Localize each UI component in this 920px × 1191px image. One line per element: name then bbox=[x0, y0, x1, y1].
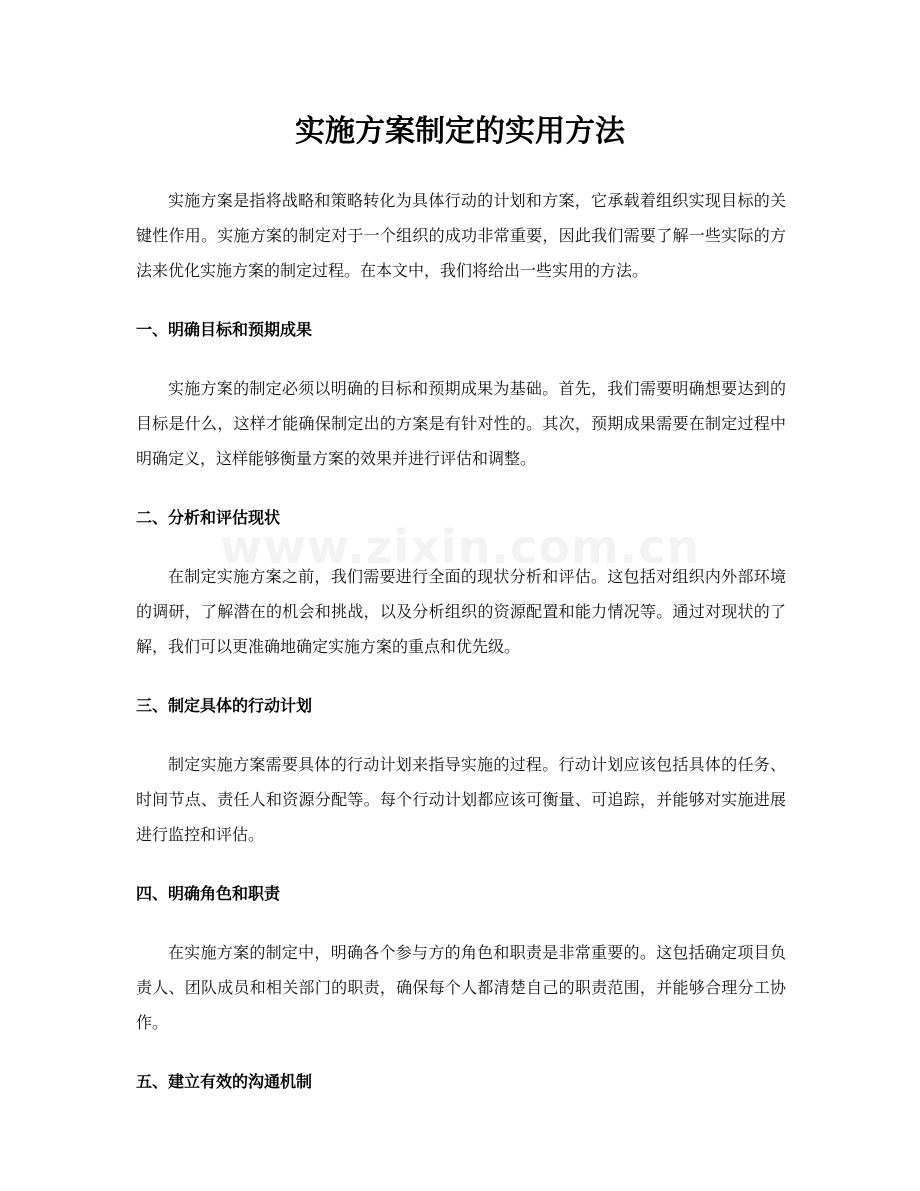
intro-paragraph: 实施方案是指将战略和策略转化为具体行动的计划和方案，它承载着组织实现目标的关键性作用。实施方案的制定对于一个组织的成功非常重要，因此我们需要了解一些实际的方法来优化实施方案的制定过程。在本文中，我们将给出一些实用的方法。 bbox=[136, 191, 786, 280]
section-paragraph: 在制定实施方案之前，我们需要进行全面的现状分析和评估。这包括对组织内外部环境的调研，了解潜在的机会和挑战，以及分析组织的资源配置和能力情况等。通过对现状的了解，我们可以更准确地确定实施方案的重点和优先级。 bbox=[136, 567, 786, 656]
section-5 bbox=[136, 1064, 786, 1099]
document-title: 实施方案制定的实用方法 bbox=[295, 114, 625, 149]
section-3 bbox=[136, 688, 786, 852]
section-heading: 一、明确目标和预期成果 bbox=[136, 320, 313, 339]
section-4 bbox=[136, 876, 786, 1040]
section-paragraph: 在实施方案的制定中，明确各个参与方的角色和职责是非常重要的。这包括确定项目负责人、团队成员和相关部门的职责，确保每个人都清楚自己的职责范围，并能够合理分工协作。 bbox=[136, 943, 786, 1032]
section-2 bbox=[136, 500, 786, 664]
section-heading: 三、制定具体的行动计划 bbox=[136, 696, 313, 715]
document-body bbox=[136, 183, 786, 1099]
section-paragraph: 实施方案的制定必须以明确的目标和预期成果为基础。首先，我们需要明确想要达到的目标是什么，这样才能确保制定出的方案是有针对性的。其次，预期成果需要在制定过程中明确定义，这样能够衡量方案的效果并进行评估和调整。 bbox=[136, 379, 786, 468]
section-paragraph: 制定实施方案需要具体的行动计划来指导实施的过程。行动计划应该包括具体的任务、时间节点、责任人和资源分配等。每个行动计划都应该可衡量、可追踪，并能够对实施进展进行监控和评估。 bbox=[136, 755, 786, 844]
section-heading: 二、分析和评估现状 bbox=[136, 508, 281, 527]
section-1 bbox=[136, 312, 786, 476]
section-heading: 四、明确角色和职责 bbox=[136, 884, 281, 903]
watermark: www.zixin.com.cn bbox=[219, 520, 701, 574]
section-heading: 五、建立有效的沟通机制 bbox=[136, 1072, 313, 1091]
